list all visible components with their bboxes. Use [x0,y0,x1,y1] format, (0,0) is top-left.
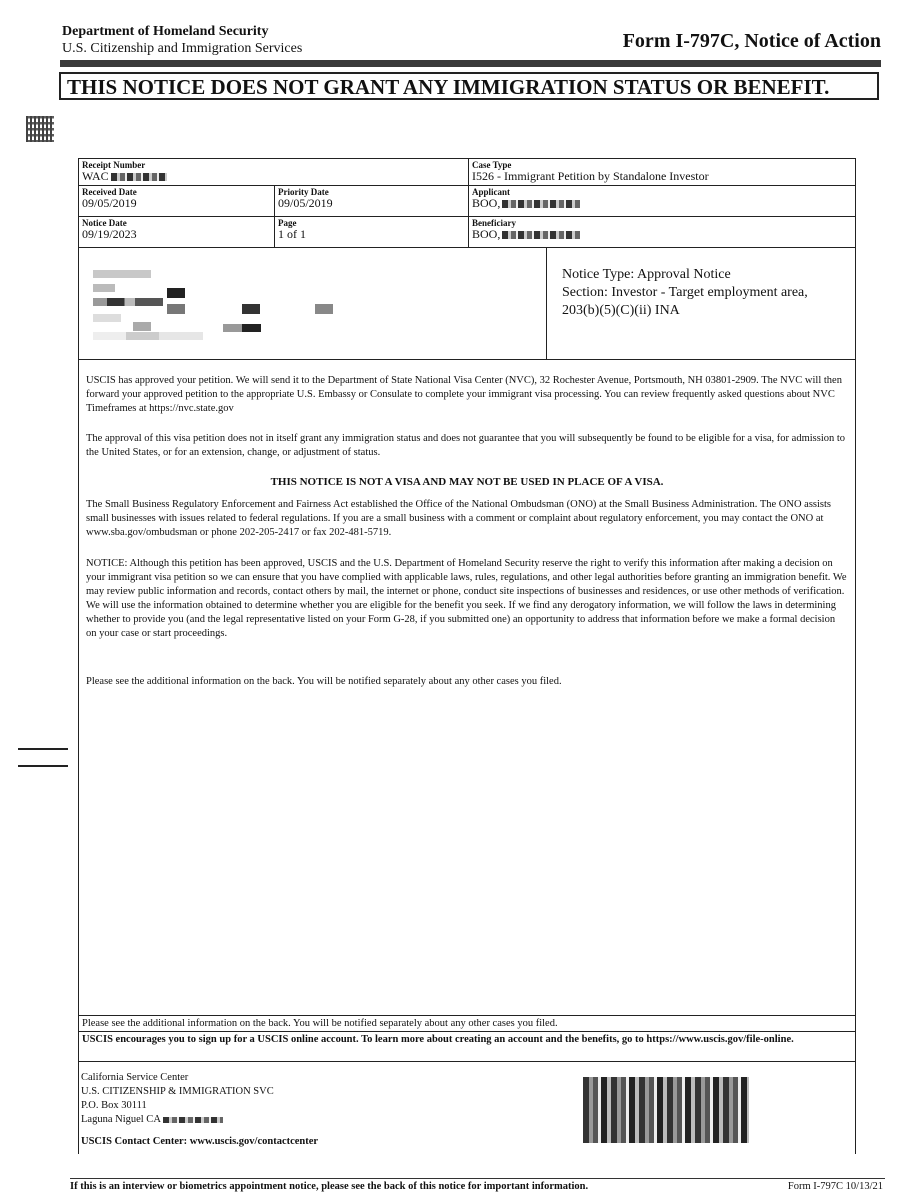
body-paragraph-3: The Small Business Regulatory Enforcement and Fairness Act established the Office of the National Ombudsman (ONO) at the Small Business Administration. The ONO assists small businesses with issues related to federal regulations. If you are a small business with a comment or complaint about regulatory enforcement, you may contact the ONO at www.sba.gov/ombudsman or phone 202-205-2417 or fax 202-481-5719. [86,499,831,538]
notice-info [562,266,808,320]
beneficiary-cell [468,216,856,248]
barcode-icon [583,1077,749,1143]
notice-section: Section: Investor - Target employment area, [562,285,808,300]
additional-info-line: Please see the additional information on the back. You will be notified separately about any other cases you filed. [78,1015,856,1032]
margin-mark [18,748,68,750]
case-type-value: I526 - Immigrant Petition by Standalone Investor [472,169,709,183]
notice-section-code: 203(b)(5)(C)(ii) INA [562,303,680,318]
receipt-number-cell [78,158,469,186]
received-date-label: Received Date [82,187,137,197]
margin-mark [18,765,68,767]
redaction [93,314,121,322]
applicant-label: Applicant [472,187,511,197]
notice-type: Notice Type: Approval Notice [562,267,731,282]
header-rule [60,60,881,67]
service-center-address [81,1071,274,1127]
received-date-cell [78,185,275,217]
case-type-label: Case Type [472,160,512,170]
redaction [93,298,163,306]
not-a-visa-heading: THIS NOTICE IS NOT A VISA AND MAY NOT BE USED IN PLACE OF A VISA. [270,476,664,488]
priority-date-cell [274,185,469,217]
notice-date-value: 09/19/2023 [82,227,137,241]
redaction [133,322,151,331]
redaction [223,324,261,332]
redaction [163,1117,223,1123]
body-paragraph-5: Please see the additional information on the back. You will be notified separately about any other cases you filed. [86,676,562,687]
sub-agency-name: U.S. Citizenship and Immigration Services [62,41,303,56]
address-line-1: California Service Center [81,1072,189,1083]
redaction [315,304,333,314]
received-date-value: 09/05/2019 [82,196,137,210]
redaction [502,200,580,208]
redaction [93,270,151,278]
recipient-address-block [78,247,547,360]
body-paragraph-1: USCIS has approved your petition. We will send it to the Department of State National Visa Center (NVC), 32 Rochester Avenue, Portsmouth, NH 03801-2909. The NVC will then forward your approved petition to the appropriate U.S. Embassy or Consulate to complete your immigrant visa processing. You can review frequently asked questions about NVC Timeframes at https://nvc.state.gov [86,375,842,414]
barcode-icon [26,116,54,142]
beneficiary-value: BOO, [472,227,501,241]
notice-date-label: Notice Date [82,218,127,228]
status-banner: THIS NOTICE DOES NOT GRANT ANY IMMIGRATION STATUS OR BENEFIT. [59,72,879,100]
online-account-notice: USCIS encourages you to sign up for a USCIS online account. To learn more about creating an account and the benefits, go to https://www.uscis.gov/file-online. [78,1031,856,1062]
receipt-number-value: WAC [82,169,109,183]
beneficiary-label: Beneficiary [472,218,516,228]
agency-name: Department of Homeland Security [62,24,269,39]
form-id: Form I-797C 10/13/21 [787,1181,883,1192]
applicant-cell [468,185,856,217]
form-title: Form I-797C, Notice of Action [622,30,881,52]
redaction [111,173,167,181]
page-cell [274,216,469,248]
priority-date-value: 09/05/2019 [278,196,333,210]
body-paragraph-2: The approval of this visa petition does not in itself grant any immigration status and does not guarantee that you will subsequently be found to be eligible for a visa, for admission to the United States, or for an extension, change, or adjustment of status. [86,433,846,458]
redaction [93,332,203,340]
footer-note: If this is an interview or biometrics appointment notice, please see the back of this notice for important information. [70,1181,589,1192]
address-line-4: Laguna Niguel CA [81,1114,161,1125]
case-type-cell [468,158,856,186]
page-value: 1 of 1 [278,227,306,241]
notice-date-cell [78,216,275,248]
address-line-3: P.O. Box 30111 [81,1100,147,1111]
applicant-value: BOO, [472,196,501,210]
redaction [93,284,115,292]
address-line-2: U.S. CITIZENSHIP & IMMIGRATION SVC [81,1086,274,1097]
redaction [502,231,580,239]
redaction [167,288,185,298]
priority-date-label: Priority Date [278,187,329,197]
redaction [242,304,260,314]
receipt-number-label: Receipt Number [82,160,146,170]
footer-rule [70,1178,885,1179]
redaction [167,304,185,314]
page-label: Page [278,218,297,228]
body-paragraph-4: NOTICE: Although this petition has been approved, USCIS and the U.S. Department of Homeland Security reserve the right to verify this information after making a decision on your immigrant visa petition so we can ensure that you have complied with applicable laws, rules, regulations, and other legal authorities before granting an immigration benefit. We may review public information and records, contact others by mail, the internet or phone, conduct site inspections of businesses and residences, or use other methods of verification. We will use the information obtained to determine whether you are eligible for the benefit you seek. If we find any derogatory information, we will follow the laws in determining whether to provide you (and the legal representative listed on your Form G-28, if you submitted one) an opportunity to address that information before we make a formal decision on your case or start proceedings. [86,558,847,639]
contact-center: USCIS Contact Center: www.uscis.gov/contactcenter [81,1136,319,1147]
